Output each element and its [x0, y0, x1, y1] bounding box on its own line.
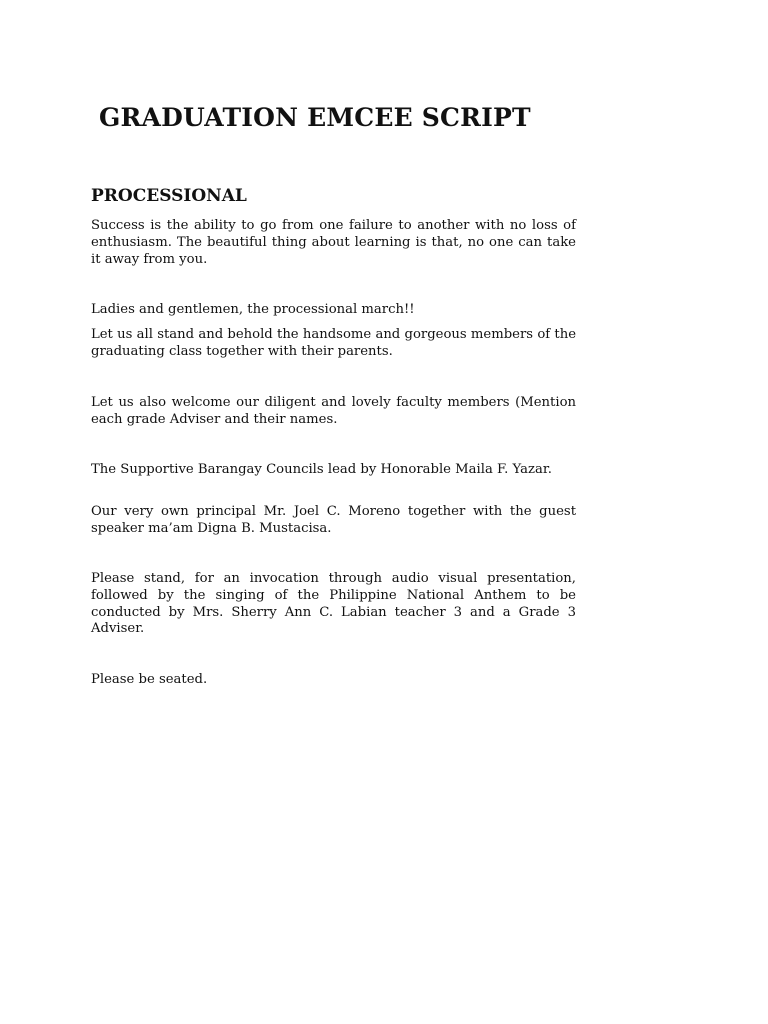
paragraph-barangay-councils: The Supportive Barangay Councils lead by Honorable Maila F. Yazar. [91, 462, 552, 477]
paragraph-be-seated: Please be seated. [91, 672, 208, 687]
paragraph-quote: Success is the ability to go from one failure to another with no loss of enthusiasm. The beautiful thing about learning is that, no one can take it away from you. [91, 218, 576, 267]
paragraph-processional-march: Ladies and gentlemen, the processional march!! [91, 302, 415, 317]
section-heading-processional: PROCESSIONAL [91, 186, 247, 206]
document-title: GRADUATION EMCEE SCRIPT [99, 103, 531, 132]
paragraph-principal-guest-speaker: Our very own principal Mr. Joel C. Moreno together with the guest speaker ma’am Digna B. Mustacisa. [91, 504, 576, 536]
paragraph-invocation-anthem: Please stand, for an invocation through audio visual presentation, followed by the singing of the Philippine National Anthem to be conducted by Mrs. Sherry Ann C. Labian teacher 3 and a Grade 3 Adviser. [91, 571, 576, 637]
paragraph-faculty-members: Let us also welcome our diligent and lovely faculty members (Mention each grade Adviser and their names. [91, 395, 576, 427]
paragraph-graduating-class: Let us all stand and behold the handsome and gorgeous members of the graduating class together with their parents. [91, 327, 576, 359]
